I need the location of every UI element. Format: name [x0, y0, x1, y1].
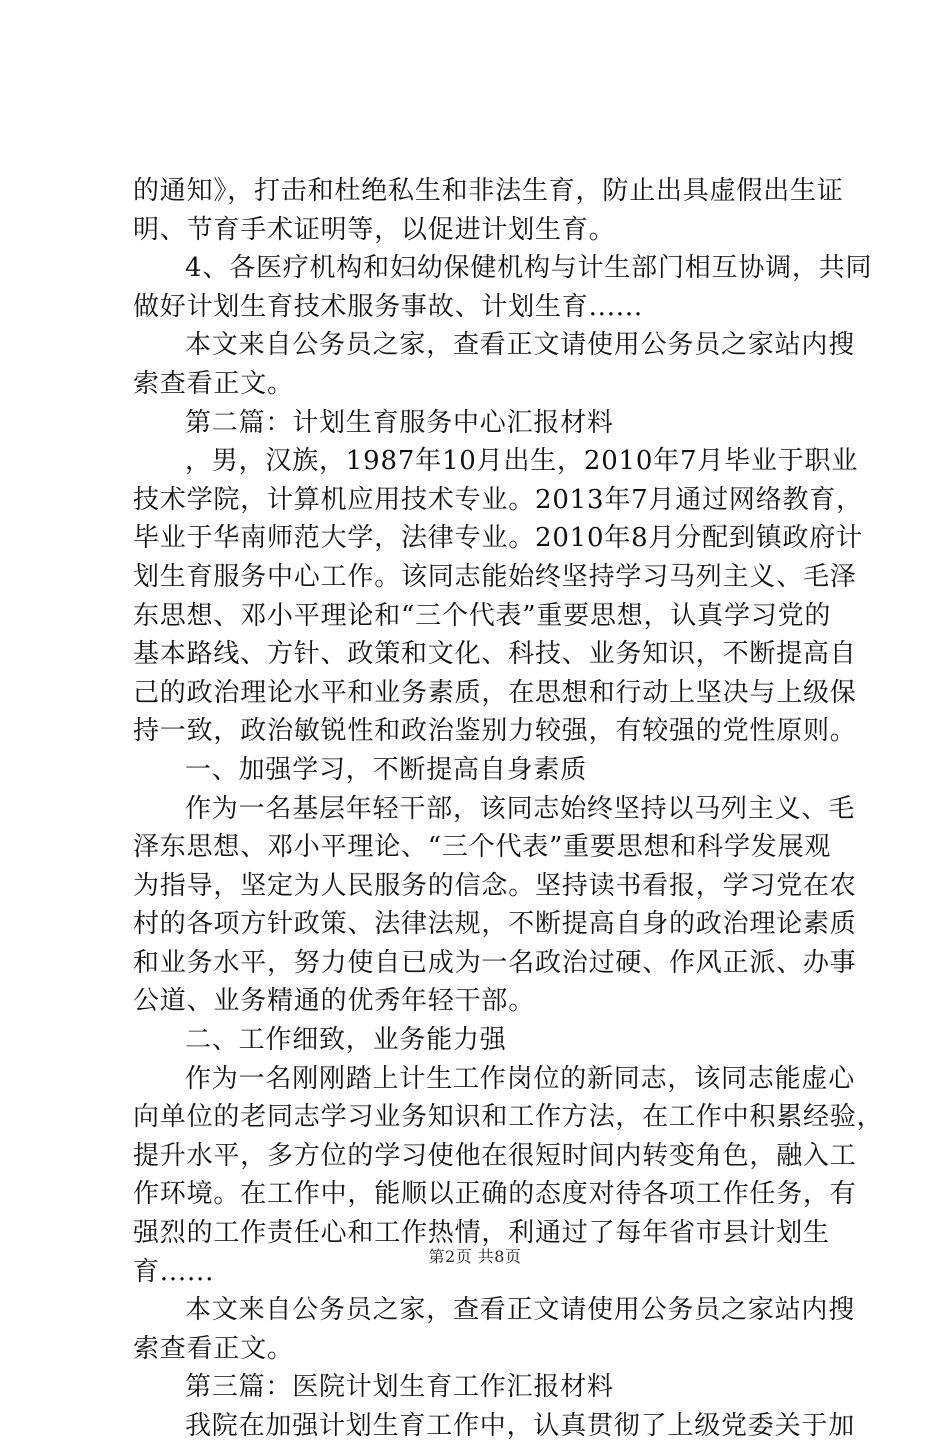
text-line: 强烈的工作责任心和工作热情，利通过了每年省市县计划生	[133, 1218, 830, 1249]
text-line: 我院在加强计划生育工作中，认真贯彻了上级党委关于加	[185, 1411, 856, 1441]
text-line: 第三篇：医院计划生育工作汇报材料	[185, 1372, 614, 1403]
text-line: 东思想、邓小平理论和“三个代表”重要思想，认真学习党的	[133, 600, 832, 631]
text-line: 向单位的老同志学习业务知识和工作方法，在工作中积累经验，	[133, 1102, 884, 1133]
text-line: 和业务水平，努力使自已成为一名政治过硬、作风正派、办事	[133, 947, 857, 978]
text-line: 为指导，坚定为人民服务的信念。坚持读书看报，学习党在农	[133, 870, 857, 901]
text-line: 一、加强学习，不断提高自身素质	[185, 754, 588, 785]
text-line: 本文来自公务员之家，查看正文请使用公务员之家站内搜	[185, 1295, 856, 1326]
text-line: 作为一名刚刚踏上计生工作岗位的新同志，该同志能虚心	[185, 1063, 856, 1094]
text-line: 索查看正文。	[133, 1333, 294, 1364]
text-line: 的通知》，打击和杜绝私生和非法生育，防止出具虚假出生证	[133, 176, 844, 206]
text-line: 索查看正文。	[133, 368, 294, 399]
text-line: 第二篇：计划生育服务中心汇报材料	[185, 407, 614, 438]
text-line: 己的政治理论水平和业务素质，在思想和行动上坚决与上级保	[133, 677, 857, 708]
text-line: 做好计划生育技术服务事故、计划生育......	[133, 291, 643, 322]
text-line: 明、节育手术证明等，以促进计划生育。	[133, 214, 616, 245]
text-line: 二、工作细致，业务能力强	[185, 1025, 507, 1056]
text-line: 提升水平，多方位的学习使他在很短时间内转变角色，融入工	[133, 1140, 857, 1171]
text-line: 育......	[133, 1256, 215, 1287]
text-line: 作为一名基层年轻干部，该同志始终坚持以马列主义、毛	[185, 793, 856, 824]
text-line: 毕业于华南师范大学，法律专业。2010年8月分配到镇政府计	[133, 523, 863, 554]
text-line: 作环境。在工作中，能顺以正确的态度对待各项工作任务，有	[133, 1179, 857, 1210]
text-line: 本文来自公务员之家，查看正文请使用公务员之家站内搜	[185, 330, 856, 361]
text-line: 技术学院，计算机应用技术专业。2013年7月通过网络教育，	[133, 484, 863, 515]
text-line: 持一致，政治敏锐性和政治鉴别力较强，有较强的党性原则。	[133, 716, 857, 747]
text-line: 村的各项方针政策、法律法规，不断提高自身的政治理论素质	[133, 909, 857, 940]
text-line: 公道、业务精通的优秀年轻干部。	[133, 986, 536, 1017]
text-line: 4、各医疗机构和妇幼保健机构与计生部门相互协调，共同	[185, 253, 873, 284]
page-footer: 第2页 共8页	[428, 1247, 522, 1266]
text-line: 基本路线、方针、政策和文化、科技、业务知识，不断提高自	[133, 639, 857, 670]
text-line: 划生育服务中心工作。该同志能始终坚持学习马列主义、毛泽	[133, 561, 857, 592]
text-line: 泽东思想、邓小平理论、“三个代表”重要思想和科学发展观	[133, 832, 832, 863]
text-line: ，男，汉族，1987年10月出生，2010年7月毕业于职业	[185, 446, 859, 477]
